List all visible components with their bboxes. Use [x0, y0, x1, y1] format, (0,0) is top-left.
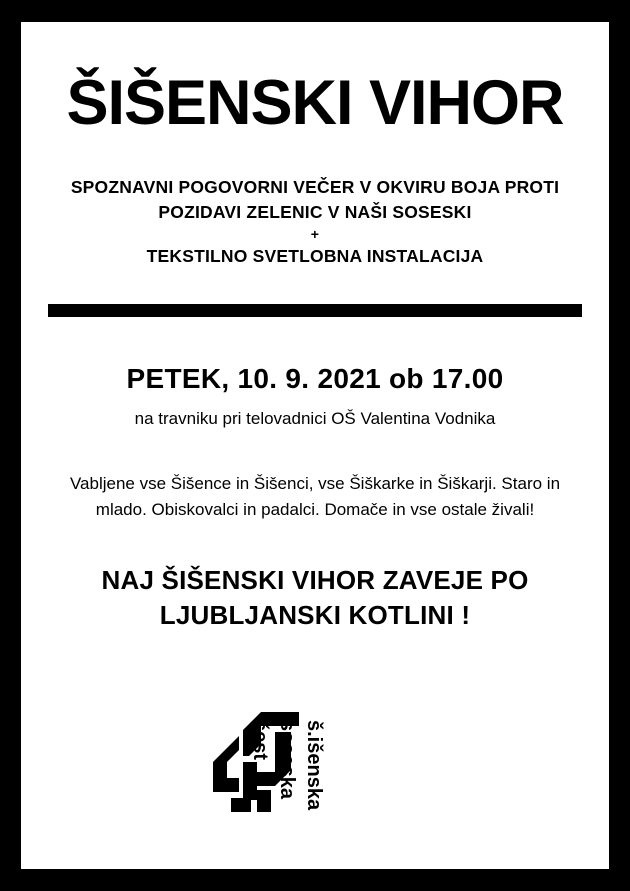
logo-area: [51, 708, 579, 823]
logo-wordmark: [246, 720, 327, 810]
logo-line-1: š.išenska: [302, 720, 325, 811]
invitation-text: [43, 471, 588, 524]
invitation-line-1: Vabljene vse Šišence in Šišenci, vse Šiškarke in Šiškarji. Staro in: [69, 473, 561, 493]
slogan-line-1: NAJ ŠIŠENSKI VIHOR ZAVEJE PO: [101, 565, 529, 596]
subtitle-line-1: SPOZNAVNI POGOVORNI VEČER V OKVIRU BOJA PROTI: [70, 177, 560, 197]
event-date: PETEK, 10. 9. 2021 ob 17.00: [126, 362, 504, 394]
slogan-text: [55, 563, 575, 633]
poster-sheet: [21, 22, 609, 869]
subtitle-block: [71, 175, 559, 270]
divider-bar: [48, 304, 582, 317]
logo-line-3: šest: [248, 720, 271, 761]
subtitle-plus: +: [310, 225, 320, 242]
page-title: ŠIŠENSKI VIHOR: [66, 68, 564, 138]
subtitle-line-3: TEKSTILNO SVETLOBNA INSTALACIJA: [146, 246, 484, 267]
invitation-line-2: mlado. Obiskovalci in padalci. Domače in vse ostale živali!: [95, 499, 535, 519]
slogan-line-2: LJUBLJANSKI KOTLINI !: [159, 600, 471, 631]
event-location: na travniku pri telovadnici OŠ Valentina Vodnika: [134, 408, 496, 428]
logo-line-2: soseska: [275, 720, 298, 799]
subtitle-line-2: POZIDAVI ZELENIC V NAŠI SOSESKI: [158, 202, 472, 223]
